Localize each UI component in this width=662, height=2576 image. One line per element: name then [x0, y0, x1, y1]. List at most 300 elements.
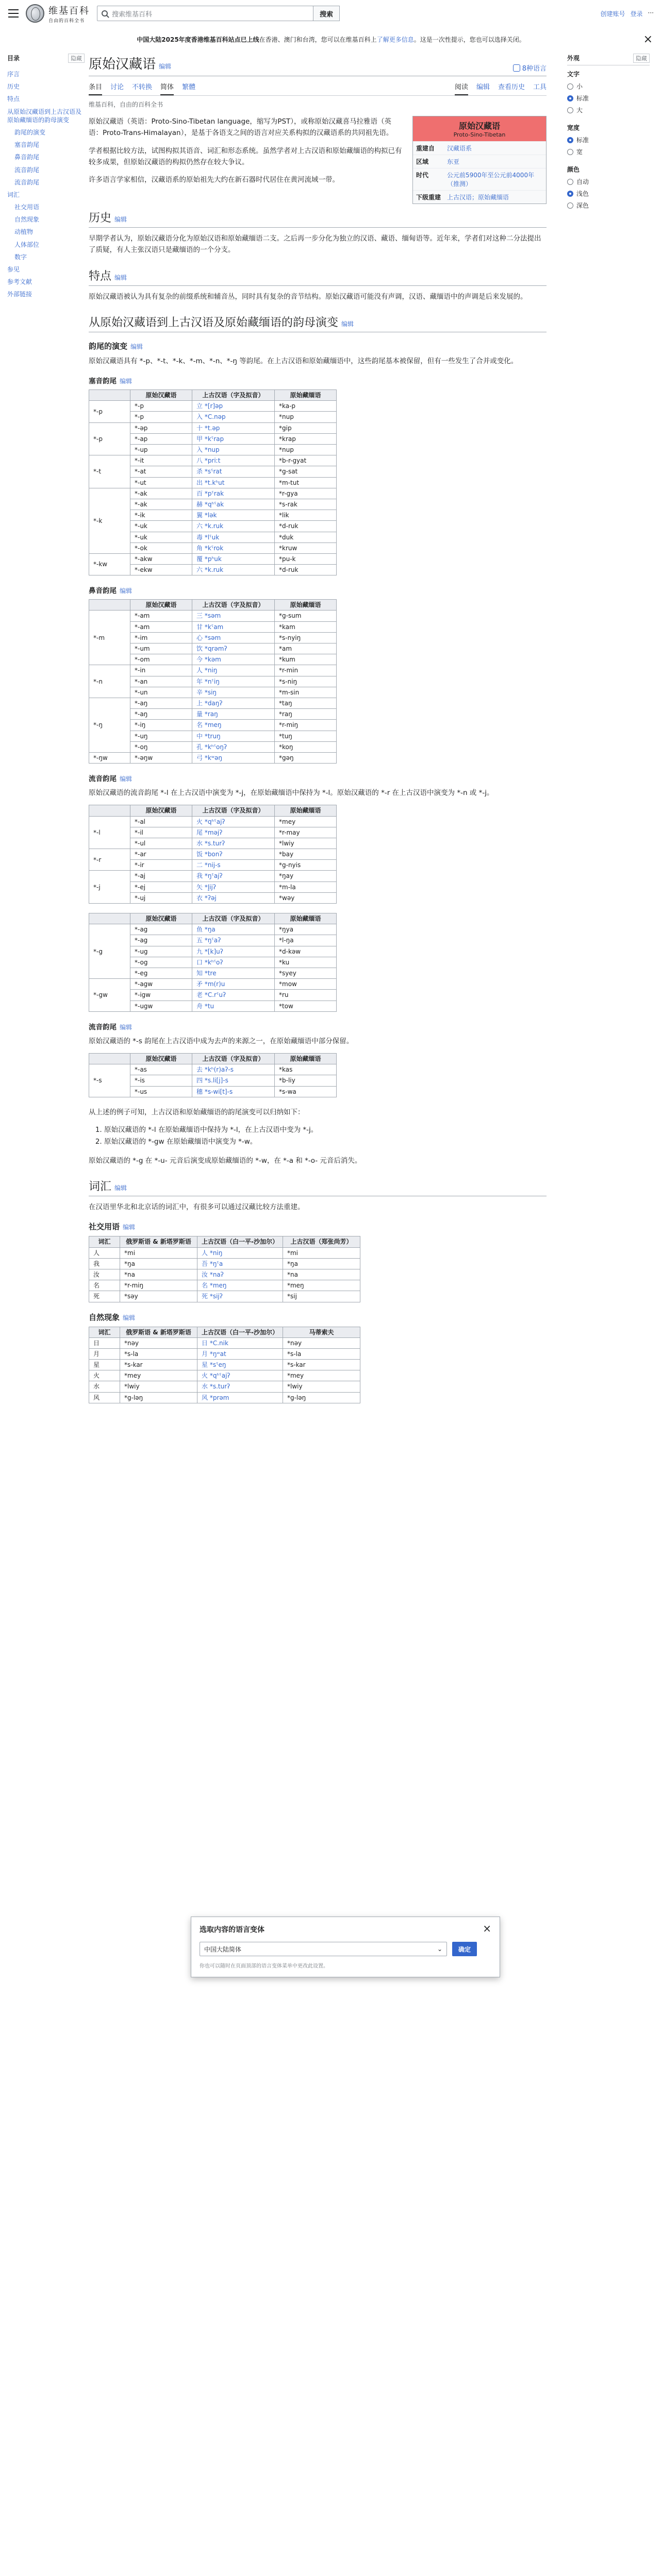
- table-cell: *ŋa: [120, 1258, 197, 1269]
- table-cell: 汝: [89, 1269, 120, 1280]
- liquid-coda-table: [89, 805, 337, 904]
- appearance-hide-button[interactable]: 隐藏: [633, 54, 650, 63]
- table-cell: *-ak: [130, 488, 192, 499]
- appearance-option[interactable]: [567, 188, 650, 199]
- table-cell: 五 *ŋˤaʔ: [192, 935, 275, 946]
- toc-item[interactable]: 鼻音韵尾: [14, 154, 40, 161]
- table-cell: 人 *niŋ: [197, 1247, 283, 1258]
- coda-group-cell: *-kw: [89, 553, 130, 575]
- close-icon[interactable]: ×: [483, 1922, 491, 1935]
- table-cell: 量 *raŋ: [192, 709, 275, 720]
- infobox-value: 公元前5900年至公元前4000年（推测）: [444, 168, 546, 191]
- table-row: [89, 979, 337, 990]
- toc-item[interactable]: 从原始汉藏语到上古汉语及原始藏缅语的韵母演变: [7, 108, 82, 124]
- table-cell: 月 *ŋʷat: [197, 1348, 283, 1359]
- banner-text: 在香港、澳门和台湾，您可以在维基百科上: [259, 36, 377, 43]
- login-link[interactable]: 登录: [630, 10, 643, 18]
- table-cell: *syey: [275, 968, 337, 978]
- history-edit-link[interactable]: 编辑: [114, 216, 127, 223]
- table-cell: *duk: [275, 532, 337, 543]
- title-edit-link[interactable]: 编辑: [159, 63, 172, 70]
- infobox-key: 下级重建: [413, 191, 444, 204]
- intro-paragraph-2: 学者根据比较方法，试图构拟其语音、词汇和形态系统。虽然学者对上古汉语和原始藏缅语的构拟已有较多成果，但原始汉藏语的构拟仍然存在较大争议。: [89, 146, 402, 166]
- nature-edit-link[interactable]: 编辑: [123, 1314, 136, 1321]
- liquid-coda-table-2: [89, 913, 337, 1012]
- table-row: [89, 455, 337, 466]
- intro-paragraph-1: 原始汉藏语（英语：Proto-Sino-Tibetan language，缩写为PST），或称原始汉藏喜马拉雅语（英语：Proto-Trans-Himalayan），是基于各语支之间的语言对应关系构拟的汉藏语系的共同祖先语。: [89, 117, 393, 138]
- table-cell: *ru: [275, 990, 337, 1001]
- table-row: [89, 1370, 360, 1381]
- logo-tagline: 自由的百科全书: [48, 18, 85, 24]
- dialog-note: 你也可以随时在页面顶部的语言变体菜单中更改此设置。: [200, 1963, 328, 1969]
- table-cell: *-ap: [130, 433, 192, 444]
- language-button[interactable]: 8种语言: [513, 63, 547, 73]
- table-header: 俄罗斯语 & 新塔罗斯语: [120, 1327, 197, 1337]
- toc-item[interactable]: 数字: [14, 253, 27, 261]
- tab-item[interactable]: 查看历史: [498, 83, 525, 91]
- table-cell: *-agw: [130, 979, 192, 990]
- table-cell: 三 *səm: [192, 611, 275, 621]
- toc-item[interactable]: 塞音韵尾: [14, 141, 40, 149]
- confirm-button[interactable]: 确定: [452, 1942, 477, 1956]
- table-cell: *-igw: [130, 990, 192, 1001]
- social-heading: 社交用语 编辑: [89, 1222, 136, 1232]
- table-cell: *-ik: [130, 510, 192, 521]
- table-cell: 孔 *kʰˤoŋʔ: [192, 741, 275, 752]
- appearance-option[interactable]: [567, 134, 650, 146]
- table-row: [89, 924, 337, 935]
- table-cell: 六 *k.ruk: [192, 521, 275, 532]
- table-header: 原始汉藏语: [130, 390, 192, 401]
- table-cell: *s-wa: [275, 1086, 337, 1097]
- table-cell: *g-ləŋ: [120, 1392, 197, 1403]
- features-text: 原始汉藏语被认为具有复杂的前缀系统和辅音丛，同时具有复杂的音节结构。原始汉藏语可能没有声调，汉语、藏缅语中的声调是后来发展的。: [89, 292, 527, 301]
- table-header-row: [89, 1327, 360, 1337]
- table-of-contents: [7, 54, 85, 301]
- table-header: 上古汉语（郑张尚芳）: [283, 1236, 360, 1247]
- table-cell: 八 *priːt: [192, 455, 275, 466]
- table-cell: *d-kəw: [275, 946, 337, 957]
- table-cell: 弓 *kʷəŋ: [192, 752, 275, 763]
- table-cell: 甘 *kˤam: [192, 621, 275, 632]
- table-header: 上古汉语（白一平-沙加尔）: [197, 1327, 283, 1337]
- table-cell: 四 *s.li[j]-s: [192, 1075, 275, 1086]
- banner-bold-text: 中国大陆2025年度香港维基百科站点已上线: [137, 36, 259, 43]
- table-cell: *ku: [275, 957, 337, 968]
- table-cell: 九 *[k]uʔ: [192, 946, 275, 957]
- table-cell: *-ag: [130, 935, 192, 946]
- table-cell: *mey: [275, 816, 337, 827]
- table-cell: *-oŋ: [130, 741, 192, 752]
- table-header: 原始藏缅语: [275, 913, 337, 924]
- table-header: [89, 913, 130, 924]
- logo-wordmark: 维基百科: [48, 5, 90, 16]
- table-cell: *-uk: [130, 521, 192, 532]
- table-cell: *krap: [275, 433, 337, 444]
- table-cell: *-am: [130, 611, 192, 621]
- table-cell: 衣 *ʔəj: [192, 892, 275, 903]
- tab-item[interactable]: 简体: [160, 78, 174, 95]
- table-cell: 人 *niŋ: [192, 665, 275, 676]
- table-row: [89, 1392, 360, 1403]
- table-header: 原始藏缅语: [275, 1053, 337, 1064]
- stop-coda-table: [89, 389, 337, 575]
- table-cell: *gip: [275, 422, 337, 433]
- appearance-option[interactable]: [567, 104, 650, 116]
- table-cell: *lwiy: [120, 1381, 197, 1392]
- close-icon[interactable]: ×: [643, 33, 653, 46]
- table-cell: *raŋ: [275, 709, 337, 720]
- table-cell: *na: [120, 1269, 197, 1280]
- coda-group-cell: *-s: [89, 1064, 130, 1097]
- tab-item[interactable]: 阅读: [455, 78, 468, 95]
- table-header-row: [89, 600, 337, 611]
- history-text: 早期学者认为，原始汉藏语分化为原始汉语和原始藏缅语二支。之后再一步分化为独立的汉语、藏语、缅甸语等。近年来，学者们对这种二分法提出了质疑，有人主张汉语只是藏缅语的一个分支。: [89, 234, 541, 255]
- table-cell: 水 *s.turʔ: [192, 838, 275, 849]
- table-cell: 上 *daŋʔ: [192, 698, 275, 708]
- table-cell: 口 *kʰˤoʔ: [192, 957, 275, 968]
- coda-edit-link[interactable]: 编辑: [130, 343, 143, 350]
- table-cell: 杀 *sˤrat: [192, 466, 275, 477]
- table-cell: *-p: [130, 401, 192, 412]
- table-cell: 日 *C.nik: [197, 1337, 283, 1348]
- infobox-key: 重建自: [413, 142, 444, 155]
- table-cell: 死: [89, 1291, 120, 1302]
- table-cell: 风: [89, 1392, 120, 1403]
- table-cell: *-uj: [130, 892, 192, 903]
- toc-item[interactable]: 动植物: [14, 228, 34, 236]
- table-cell: 饮 *qrəmʔ: [192, 643, 275, 654]
- table-cell: 风 *prəm: [197, 1392, 283, 1403]
- site-logo[interactable]: [26, 4, 90, 24]
- table-row: [89, 1258, 360, 1269]
- table-cell: 吾 *ŋˤa: [197, 1258, 283, 1269]
- nature-vocab-table: [89, 1327, 360, 1403]
- tab-item[interactable]: 讨论: [110, 83, 124, 91]
- toc-item[interactable]: 外部链接: [7, 291, 32, 298]
- table-row: [89, 849, 337, 860]
- infobox: [412, 116, 547, 204]
- table-cell: 日: [89, 1337, 120, 1348]
- search-input[interactable]: [97, 6, 313, 21]
- table-cell: *-ok: [130, 543, 192, 553]
- toc-item[interactable]: 参见: [7, 266, 20, 273]
- table-cell: *-eg: [130, 968, 192, 978]
- table-cell: *lwiy: [283, 1381, 360, 1392]
- user-links: [601, 9, 654, 18]
- coda-group-cell: *-gw: [89, 979, 130, 1012]
- table-cell: 水 *s.turʔ: [197, 1381, 283, 1392]
- table-cell: 人: [89, 1247, 120, 1258]
- table-cell: *gəŋ: [275, 752, 337, 763]
- appearance-group-label: 颜色: [567, 166, 580, 173]
- table-cell: *mow: [275, 979, 337, 990]
- table-cell: *-it: [130, 455, 192, 466]
- table-cell: *am: [275, 643, 337, 654]
- table-cell: *səy: [120, 1291, 197, 1302]
- table-cell: *koŋ: [275, 741, 337, 752]
- table-cell: 入 *nup: [192, 445, 275, 455]
- table-header: 词汇: [89, 1327, 120, 1337]
- table-cell: *nəy: [283, 1337, 360, 1348]
- table-cell: 赫 *qʰˤak: [192, 499, 275, 510]
- appearance-option[interactable]: [567, 199, 650, 211]
- stop-edit-link[interactable]: 编辑: [120, 378, 133, 385]
- appearance-option[interactable]: [567, 80, 650, 92]
- create-account-link[interactable]: 创建账号: [600, 10, 625, 18]
- coda-group-cell: *-p: [89, 401, 130, 422]
- table-cell: *s-rak: [275, 499, 337, 510]
- table-header: 原始藏缅语: [275, 805, 337, 816]
- globe-logo-icon: [26, 4, 44, 23]
- table-cell: 火 *qʰˤajʔ: [192, 816, 275, 827]
- table-cell: 去 *kʰ(r)aʔ-s: [192, 1064, 275, 1075]
- appearance-group: [567, 165, 650, 211]
- toc-item[interactable]: 流音韵尾: [14, 166, 40, 174]
- search-button[interactable]: 搜索: [313, 6, 340, 21]
- table-cell: *mey: [283, 1370, 360, 1381]
- translate-icon: [513, 64, 520, 72]
- table-cell: 六 *k.ruk: [192, 565, 275, 575]
- table-cell: *-il: [130, 827, 192, 838]
- liquid2-text: 原始汉藏语的 *-s 韵尾在上古汉语中成为去声的来源之一，在原始藏缅语中部分保留。: [89, 1037, 354, 1045]
- radio-icon: [567, 202, 573, 209]
- summary-item: 1. 原始汉藏语的 *-l 在原始藏缅语中保持为 *-l，在上古汉语中变为 *-j。: [104, 1124, 547, 1136]
- coda-group-cell: *-n: [89, 665, 130, 698]
- table-header: 上古汉语（字及拟音）: [192, 390, 275, 401]
- variant-select[interactable]: [200, 1942, 447, 1956]
- toc-item[interactable]: 流音韵尾: [14, 178, 40, 186]
- table-row: [89, 1337, 360, 1348]
- infobox-row: [413, 168, 546, 191]
- table-cell: *l-ŋa: [275, 935, 337, 946]
- table-cell: *ŋay: [275, 871, 337, 882]
- table-cell: *-aŋ: [130, 709, 192, 720]
- more-options-icon[interactable]: ···: [648, 9, 654, 16]
- liquid-edit-link[interactable]: 编辑: [120, 775, 133, 783]
- dialog-title: 选取内容的语言变体: [200, 1926, 264, 1934]
- toc-item[interactable]: 特点: [7, 95, 20, 103]
- table-header: 原始藏缅语: [275, 600, 337, 611]
- table-cell: 二 *nij-s: [192, 860, 275, 871]
- table-cell: *b-r-gyat: [275, 455, 337, 466]
- table-cell: 水: [89, 1381, 120, 1392]
- page-title: 原始汉藏语 编辑: [89, 57, 172, 72]
- appearance-option-label: 大: [576, 107, 583, 114]
- table-cell: *d-ruk: [275, 521, 337, 532]
- search-placeholder: 搜索维基百科: [112, 10, 153, 19]
- table-cell: 饭 *bonʔ: [192, 849, 275, 860]
- variant-select-value: 中国大陆简体: [204, 1945, 242, 1953]
- appearance-option[interactable]: [567, 92, 650, 104]
- table-cell: *tuŋ: [275, 731, 337, 741]
- infobox-subtitle: Proto-Sino-Tibetan: [453, 131, 506, 138]
- table-header: [89, 805, 130, 816]
- search-icon: [102, 10, 108, 16]
- final-coda-table: [89, 1053, 337, 1097]
- table-header: 原始汉藏语: [130, 913, 192, 924]
- coda-group-cell: *-p: [89, 422, 130, 455]
- toc-item[interactable]: 人体部位: [14, 241, 40, 248]
- appearance-group-label: 宽度: [567, 124, 580, 131]
- table-cell: *-əŋw: [130, 752, 192, 763]
- table-cell: *s-kar: [283, 1360, 360, 1370]
- table-row: [89, 816, 337, 827]
- liquid-coda-heading: 流音韵尾 编辑: [89, 775, 133, 784]
- coda-heading: 韵尾的演变 编辑: [89, 341, 143, 351]
- rhymes-edit-link[interactable]: 编辑: [341, 320, 354, 328]
- table-cell: *-og: [130, 957, 192, 968]
- social-vocab-table: [89, 1236, 360, 1302]
- table-row: [89, 1247, 360, 1258]
- coda-group-cell: *-g: [89, 924, 130, 979]
- table-cell: 我: [89, 1258, 120, 1269]
- infobox-row: [413, 142, 546, 155]
- table-cell: *d-ruk: [275, 565, 337, 575]
- table-header-row: [89, 390, 337, 401]
- main-menu-icon[interactable]: [8, 9, 19, 18]
- table-cell: 毒 *lˤuk: [192, 532, 275, 543]
- toc-hide-button[interactable]: 隐藏: [68, 54, 85, 63]
- nasal-edit-link[interactable]: 编辑: [120, 587, 133, 595]
- table-cell: *-im: [130, 632, 192, 643]
- appearance-option-label: 宽: [576, 148, 583, 156]
- radio-icon: [567, 95, 573, 101]
- table-cell: *kam: [275, 621, 337, 632]
- table-cell: *ŋa: [283, 1258, 360, 1269]
- table-cell: 翼 *lək: [192, 510, 275, 521]
- tab-item[interactable]: 条目: [89, 78, 102, 95]
- table-header: 上古汉语（字及拟音）: [192, 600, 275, 611]
- table-cell: *-us: [130, 1086, 192, 1097]
- table-cell: 尾 *məjʔ: [192, 827, 275, 838]
- table-cell: 百 *pˤrak: [192, 488, 275, 499]
- table-cell: 星: [89, 1360, 120, 1370]
- liquid2-edit-link[interactable]: 编辑: [120, 1023, 133, 1031]
- banner-link[interactable]: 了解更多信息: [376, 36, 414, 43]
- table-cell: 名 *meŋ: [192, 720, 275, 731]
- table-cell: *-uŋ: [130, 731, 192, 741]
- tab-item[interactable]: 不转换: [132, 83, 153, 91]
- table-cell: *-aj: [130, 871, 192, 882]
- nasal-coda-heading: 鼻音韵尾 编辑: [89, 587, 133, 596]
- toc-item[interactable]: 历史: [7, 83, 20, 91]
- table-cell: 中 *truŋ: [192, 731, 275, 741]
- tab-item[interactable]: 编辑: [476, 83, 490, 91]
- table-cell: 年 *nˤiŋ: [192, 676, 275, 687]
- nasal-coda-table: [89, 599, 337, 764]
- table-row: [89, 1291, 360, 1302]
- table-cell: *s-nyiŋ: [275, 632, 337, 643]
- table-cell: 舟 *tu: [192, 1001, 275, 1011]
- appearance-group-label: 文字: [567, 71, 580, 78]
- table-row: [89, 611, 337, 621]
- table-cell: *sij: [283, 1291, 360, 1302]
- table-cell: *-ag: [130, 924, 192, 935]
- table-header: 上古汉语（字及拟音）: [192, 913, 275, 924]
- table-cell: *tow: [275, 1001, 337, 1011]
- table-cell: 鱼 *ŋa: [192, 924, 275, 935]
- infobox-key: 区域: [413, 155, 444, 168]
- toc-item[interactable]: 参考文献: [7, 278, 32, 286]
- toc-item[interactable]: 韵尾的演变: [14, 128, 46, 136]
- coda-group-cell: *-l: [89, 816, 130, 849]
- site-notice-banner: [0, 27, 662, 50]
- table-cell: 出 *t.kʰut: [192, 477, 275, 488]
- table-cell: *mey: [120, 1370, 197, 1381]
- table-row: [89, 1381, 360, 1392]
- table-cell: *r-gya: [275, 488, 337, 499]
- appearance-option[interactable]: [567, 176, 650, 188]
- table-row: [89, 422, 337, 433]
- table-cell: 覆 *pʰuk: [192, 553, 275, 564]
- table-cell: *lwiy: [275, 838, 337, 849]
- main-content: [89, 54, 547, 1413]
- social-edit-link[interactable]: 编辑: [123, 1224, 136, 1231]
- table-cell: *mi: [120, 1247, 197, 1258]
- table-cell: *-ǝp: [130, 422, 192, 433]
- appearance-option-label: 标准: [576, 95, 589, 102]
- toc-item[interactable]: 自然现象: [14, 216, 40, 224]
- table-cell: *m-tut: [275, 477, 337, 488]
- liquid-text: 原始汉藏语的流音韵尾 *-l 在上古汉语中演变为 *-j，在原始藏缅语中保持为 *-l。原始汉藏语的 *-r 在上古汉语中演变为 *-n 或 *-j。: [89, 789, 494, 798]
- appearance-option-label: 浅色: [576, 190, 589, 197]
- table-cell: *na: [283, 1269, 360, 1280]
- variant-dialog: [191, 1917, 500, 1977]
- vocab-edit-link[interactable]: 编辑: [114, 1184, 127, 1192]
- tab-item[interactable]: 工具: [533, 83, 547, 91]
- table-header: 马蒂索夫: [283, 1327, 360, 1337]
- infobox-value: 上古汉语；原始藏缅语: [444, 191, 546, 204]
- coda-group-cell: *-k: [89, 488, 130, 553]
- table-cell: *g-ləŋ: [283, 1392, 360, 1403]
- toc-item[interactable]: 社交用语: [14, 204, 40, 211]
- table-cell: 十 *t.ǝp: [192, 422, 275, 433]
- table-cell: *-ekw: [130, 565, 192, 575]
- toc-item[interactable]: 序言: [7, 71, 20, 78]
- table-cell: 名: [89, 1280, 120, 1291]
- table-cell: *pu-k: [275, 553, 337, 564]
- table-row: [89, 1269, 360, 1280]
- table-cell: *-uk: [130, 532, 192, 543]
- table-cell: 穗 *s-wi[t]-s: [192, 1086, 275, 1097]
- appearance-option[interactable]: [567, 146, 650, 158]
- liquid2-coda-heading: 流音韵尾 编辑: [89, 1023, 133, 1031]
- toc-item[interactable]: 词汇: [7, 191, 20, 198]
- table-cell: 火: [89, 1370, 120, 1381]
- tab-item[interactable]: 繁體: [182, 83, 196, 91]
- table-header-row: [89, 913, 337, 924]
- table-cell: *m-la: [275, 882, 337, 892]
- table-cell: *-ir: [130, 860, 192, 871]
- table-cell: *s-kar: [120, 1360, 197, 1370]
- table-cell: *b-liy: [275, 1075, 337, 1086]
- rhymes-heading: 从原始汉藏语到上古汉语及原始藏缅语的韵母演变 编辑: [89, 314, 547, 332]
- vocab-text: 在汉语里华北和北京话的词汇中，有很多可以通过汉藏比较方法重建。: [89, 1203, 305, 1212]
- radio-icon: [567, 149, 573, 155]
- table-cell: *wəy: [275, 892, 337, 903]
- appearance-option-label: 标准: [576, 137, 589, 144]
- table-cell: *r-miŋ: [120, 1280, 197, 1291]
- table-cell: *-am: [130, 621, 192, 632]
- table-header: [89, 390, 130, 401]
- table-cell: *-un: [130, 687, 192, 698]
- table-cell: *s-la: [283, 1348, 360, 1359]
- features-edit-link[interactable]: 编辑: [114, 274, 127, 281]
- table-row: [89, 553, 337, 564]
- table-cell: 入 *C.nǝp: [192, 412, 275, 422]
- table-cell: *meŋ: [283, 1280, 360, 1291]
